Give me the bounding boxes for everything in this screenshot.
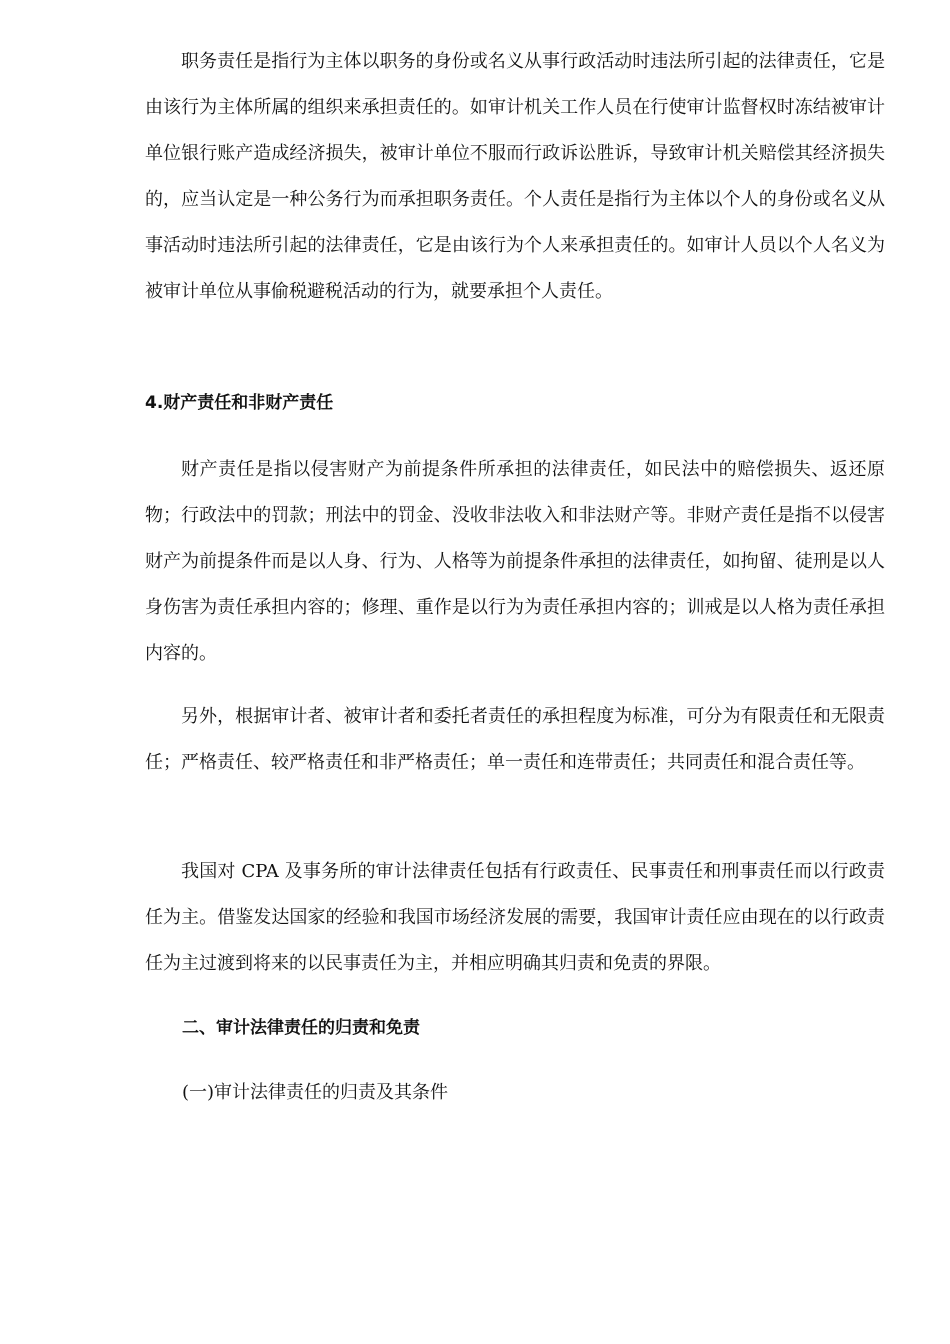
section-heading: 二、审计法律责任的归责和免责 (182, 1018, 420, 1038)
paragraph-cpa-liability: 我国对 CPA 及事务所的审计法律责任包括有行政责任、民事责任和刑事责任而以行政责任为主。借鉴发达国家的经验和我国市场经济发展的需要，我国审计责任应由现在的以行政责任为主过渡到将来的以民事责任为主，并相应明确其归责和免责的界限。 (145, 861, 885, 974)
paragraph-job-vs-personal-liability: 职务责任是指行为主体以职务的身份或名义从事行政活动时违法所引起的法律责任，它是由该行为主体所属的组织来承担责任的。如审计机关工作人员在行使审计监督权时冻结被审计单位银行账产造成经济损失，被审计单位不服而行政诉讼胜诉，导致审计机关赔偿其经济损失的，应当认定是一种公务行为而承担职务责任。个人责任是指行为主体以个人的身份或名义从事活动时违法所引起的法律责任，它是由该行为个人来承担责任的。如审计人员以个人名义为被审计单位从事偷税避税活动的行为，就要承担个人责任。 (145, 51, 885, 302)
paragraph-other-classifications: 另外，根据审计者、被审计者和委托者责任的承担程度为标准，可分为有限责任和无限责任；严格责任、较严格责任和非严格责任；单一责任和连带责任；共同责任和混合责任等。 (145, 706, 885, 773)
paragraph-property-liability: 财产责任是指以侵害财产为前提条件所承担的法律责任，如民法中的赔偿损失、返还原物；行政法中的罚款；刑法中的罚金、没收非法收入和非法财产等。非财产责任是指不以侵害财产为前提条件而是以人身、行为、人格等为前提条件承担的法律责任，如拘留、徒刑是以人身伤害为责任承担内容的；修理、重作是以行为为责任承担内容的；训戒是以人格为责任承担内容的。 (145, 459, 885, 664)
subsection-heading: (一)审计法律责任的归责及其条件 (182, 1082, 449, 1103)
heading-property-liability: 4.财产责任和非财产责任 (145, 393, 334, 413)
